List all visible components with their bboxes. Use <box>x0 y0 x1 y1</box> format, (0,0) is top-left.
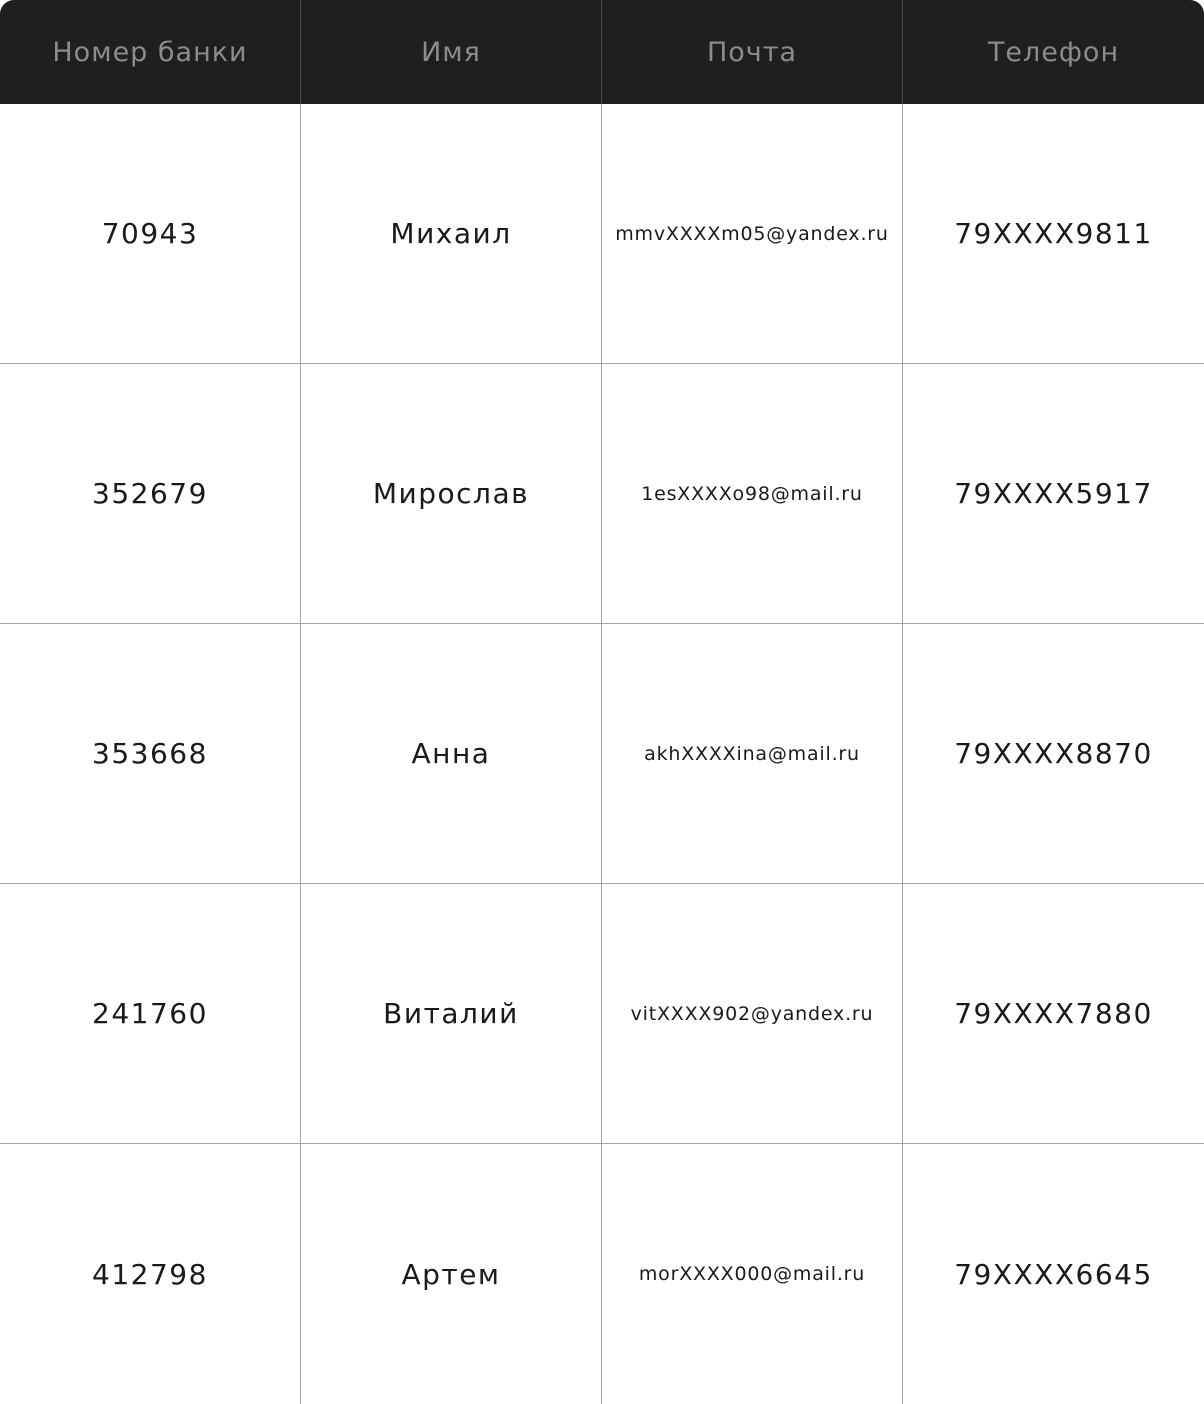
name-cell: Михаил <box>301 104 602 363</box>
column-header-name[interactable]: Имя <box>301 0 602 104</box>
email-cell: 1esXXXXo98@mail.ru <box>602 364 903 623</box>
bank-number-cell: 352679 <box>0 364 301 623</box>
table-row <box>0 104 1204 364</box>
table-row <box>0 624 1204 884</box>
phone-cell: 79XXXX5917 <box>954 477 1153 510</box>
phone-cell: 79XXXX8870 <box>954 737 1153 770</box>
table-header <box>0 0 1204 104</box>
table-row <box>0 884 1204 1144</box>
phone-cell: 79XXXX6645 <box>954 1257 1153 1291</box>
column-header-phone[interactable]: Телефон <box>987 36 1120 68</box>
phone-cell: 79XXXX9811 <box>954 217 1153 250</box>
table-row <box>0 1144 1204 1404</box>
bank-number-cell: 353668 <box>0 624 301 883</box>
email-cell: mmvXXXXm05@yandex.ru <box>602 104 903 363</box>
bank-number-cell: 241760 <box>0 884 301 1143</box>
table-row <box>0 364 1204 624</box>
name-cell: Анна <box>301 624 602 883</box>
email-cell: akhXXXXina@mail.ru <box>602 624 903 883</box>
name-cell: Виталий <box>301 884 602 1143</box>
name-cell: Мирослав <box>301 364 602 623</box>
email-cell: morXXXX000@mail.ru <box>602 1144 903 1404</box>
column-header-bank-number[interactable]: Номер банки <box>0 0 301 104</box>
bank-number-cell: 412798 <box>0 1144 301 1404</box>
phone-cell: 79XXXX7880 <box>954 997 1153 1030</box>
bank-number-cell: 70943 <box>0 104 301 363</box>
name-cell: Артем <box>301 1144 602 1404</box>
column-header-email[interactable]: Почта <box>602 0 903 104</box>
email-cell: vitXXXX902@yandex.ru <box>602 884 903 1143</box>
